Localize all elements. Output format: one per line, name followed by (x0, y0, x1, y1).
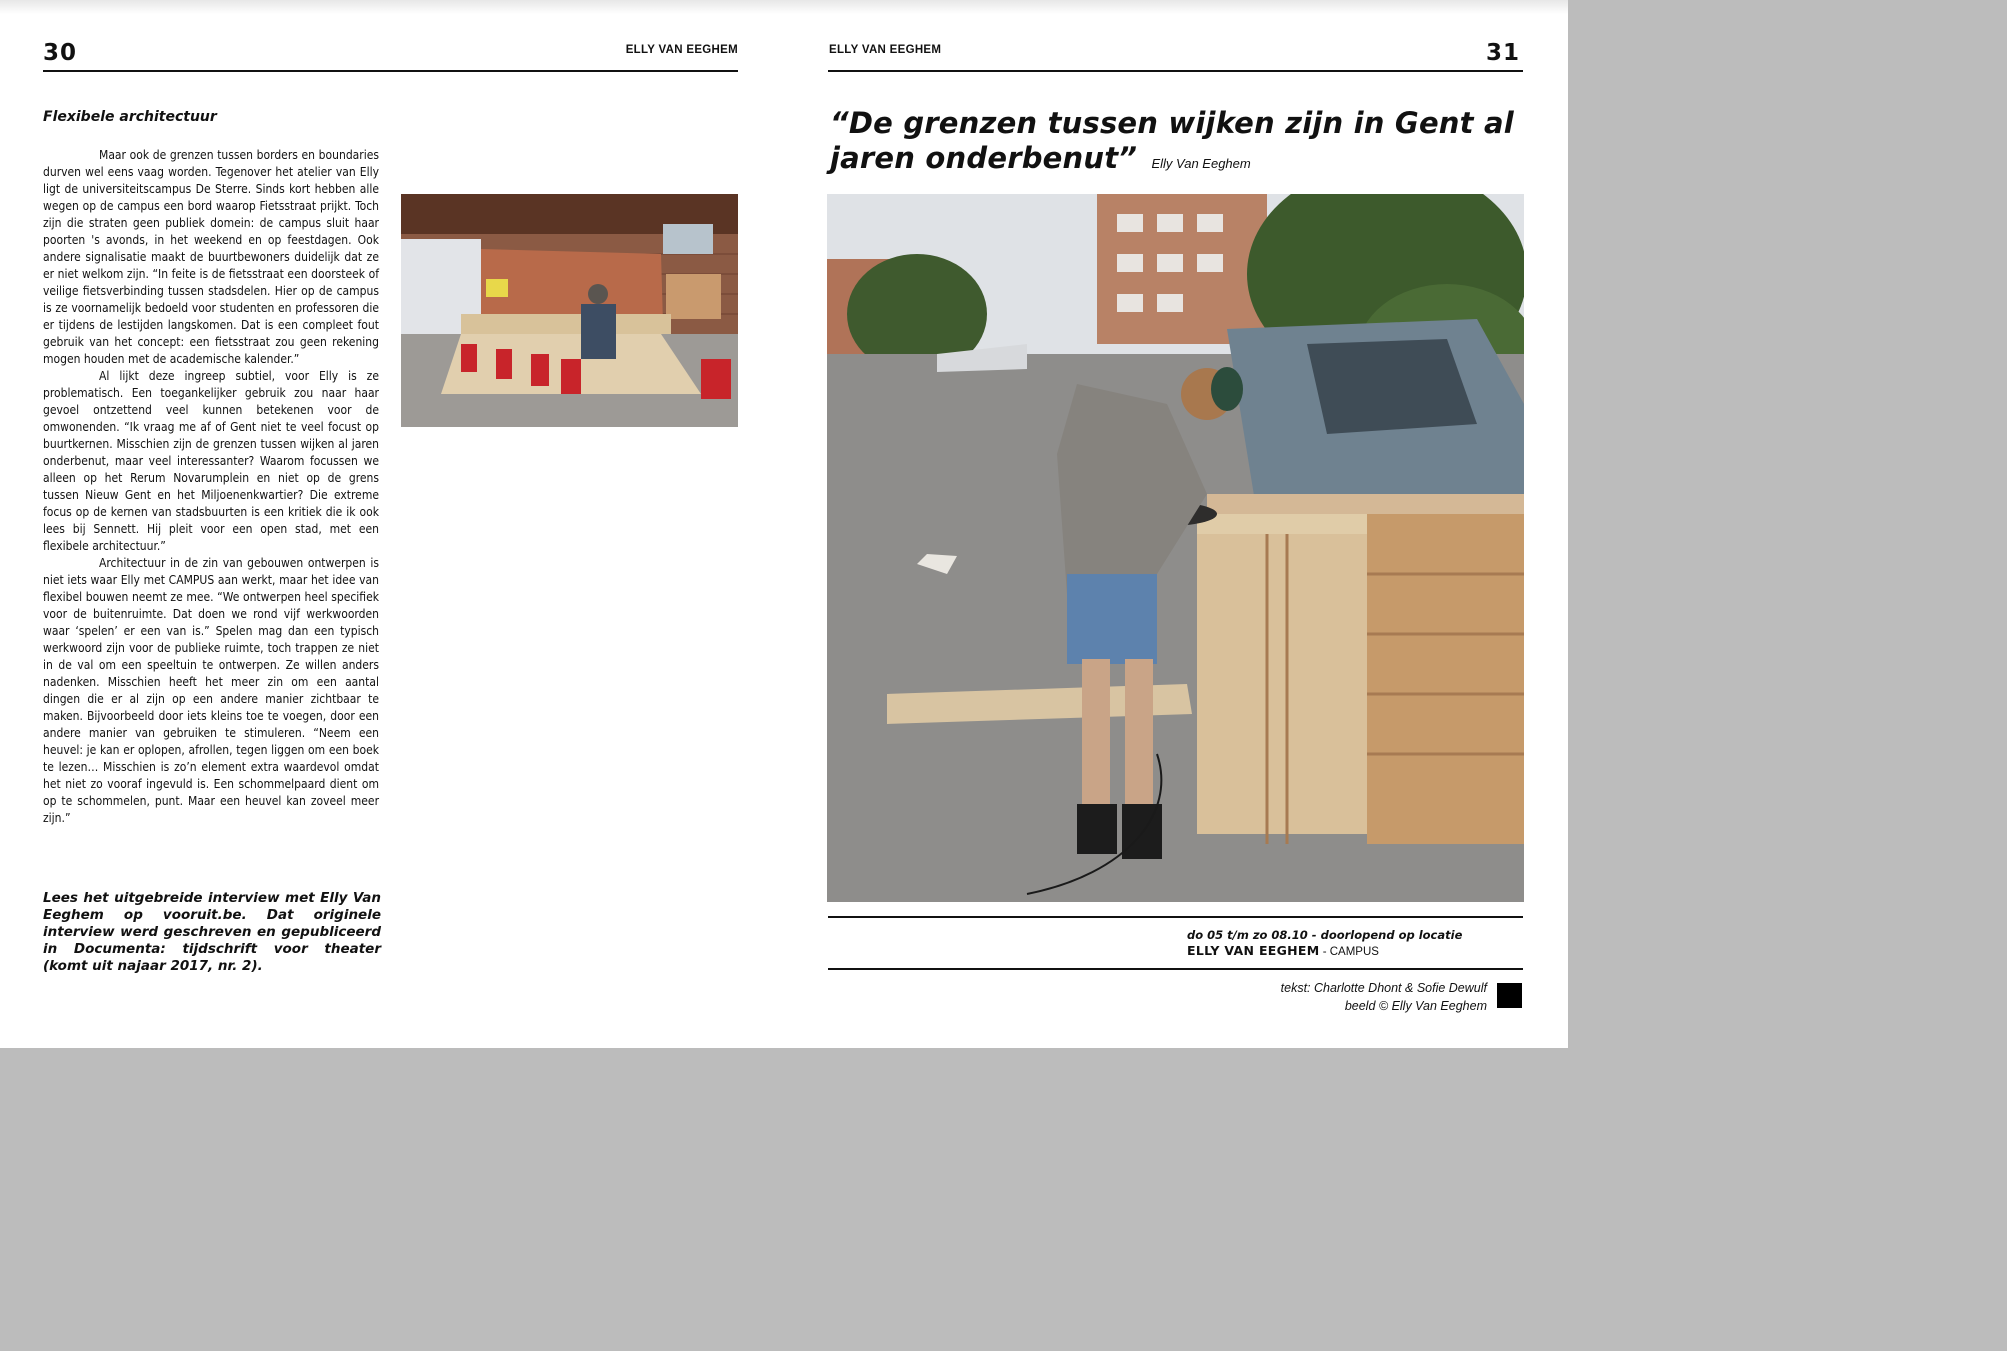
paragraph-3: Architectuur in de zin van gebouwen ontwerpen is niet iets waar Elly met CAMPUS aan werkt, maar het idee van flexibel bouwen neemt ze mee. “We ontwerpen heel specifiek voor de buitenruimte. Dat doen we rond vijf werkwoorden waar ‘spelen’ er een van is.” Spelen mag dan een typisch werkwoord zijn voor de publieke ruimte, toch trappen ze niet in de val om een speeltuin te ontwerpen. Ze willen anders nadenken. Misschien heeft het meer zin om een aantal dingen die er al zijn op een andere manier zichtbaar te maken. Bijvoorbeeld door iets kleins toe te voegen, door een andere manier van gebruiken te stimuleren. “Neem een heuvel: je kan er oplopen, afrollen, tegen liggen om een boek te lezen… Misschien is zo’n element extra waardevol omdat het niet zo vooraf ingevuld is. Een schommelpaard dient om op te schommelen, punt. Maar een heuvel kan zoveel meer zijn.” (43, 556, 379, 825)
event-dates: do 05 t/m zo 08.10 - doorlopend op locatie (1187, 928, 1463, 942)
paragraph-2: Al lijkt deze ingreep subtiel, voor Elly is ze problematisch. Een toegankelijker gebruik zou naar haar gevoel ontzettend veel kunnen betekenen voor de omwonenden. “Ik vraag me af of Gent niet te veel focust op buurtkernen. Misschien zijn de grenzen tussen wijken al jaren onderbenut, maar veel interessanter? Waarom focussen we alleen op het Rerum Novarumplein en niet op de grens tussen Nieuw Gent en het Miljoenenkwartier? Die extreme focus op de kernen van stadsbuurten is een kritiek die ik ook lees bij Sennett. Hij pleit voor een open stad, met een flexibele architectuur.” (43, 369, 379, 553)
closing-note: Lees het uitgebreide interview met Elly Van Eeghem op vooruit.be. Dat originele interview werd geschreven en gepubliceerd in Documenta: tijdschrift voor theater (komt uit najaar 2017, nr. 2). (43, 890, 381, 974)
event-info (1187, 928, 1462, 960)
pull-quote-attribution: Elly Van Eeghem (1151, 156, 1251, 171)
section-subheading: Flexibele architectuur (43, 109, 217, 125)
header-rule-left (43, 70, 738, 72)
paragraph-1: Maar ook de grenzen tussen borders en boundaries durven wel eens vaag worden. Tegenover het atelier van Elly ligt de universiteitscampus De Sterre. Sinds kort hebben alle wegen op de campus een bord waarop Fietsstraat prijkt. Toch zijn die straten geen publiek domein: de campus sluit haar poorten 's avonds, in het weekend en op feestdagen. Ook andere signalisatie maakt de buurtbewoners duidelijk dat ze er niet welkom zijn. “In feite is de fietsstraat een doorsteek of veilige fietsverbinding tussen stadsdelen. Hier op de campus is ze voornamelijk bedoeld voor studenten en professoren die er tijdens de lestijden langskomen. Dat is een compleet fout gebruik van het concept: een fietsstraat zou geen rekening mogen houden met de academische kalender.” (43, 148, 379, 366)
article-body (43, 147, 379, 827)
workshop-photo-graphic (401, 194, 738, 427)
sanding-photo (827, 194, 1524, 902)
workshop-photo (401, 194, 738, 427)
event-artist-line (1187, 943, 1462, 960)
pull-quote (830, 106, 1520, 181)
event-rule-top (828, 916, 1523, 918)
credit-text: tekst: Charlotte Dhont & Sofie Dewulf (1280, 981, 1487, 995)
running-head-left: ELLY VAN EEGHEM (625, 44, 738, 56)
end-mark-square (1497, 983, 1522, 1008)
top-shadow (0, 0, 1568, 14)
page-number-right: 31 (1485, 40, 1520, 66)
sanding-photo-graphic (827, 194, 1524, 902)
event-artist: ELLY VAN EEGHEM (1187, 943, 1320, 958)
pull-quote-text: “De grenzen tussen wijken zijn in Gent al jaren onderbenut” (830, 106, 1514, 175)
credit-image: beeld © Elly Van Eeghem (1344, 999, 1487, 1013)
credits (1281, 979, 1487, 1015)
page-number-left: 30 (43, 40, 78, 66)
running-head-right: ELLY VAN EEGHEM (829, 44, 942, 56)
event-rule-bottom (828, 968, 1523, 970)
event-project: - CAMPUS (1319, 946, 1379, 958)
header-rule-right (828, 70, 1523, 72)
